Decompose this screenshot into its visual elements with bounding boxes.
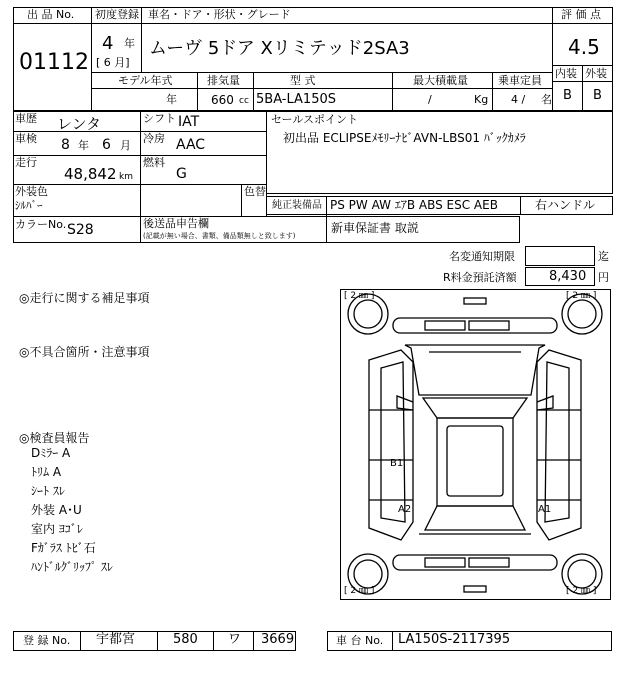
aftermarket-note: (記載が無い場合、書類、備品類無しと致します) <box>143 232 296 240</box>
capacity-value: 4 / <box>511 93 526 106</box>
history-label: 車歴 <box>15 112 37 125</box>
shift-value: IAT <box>178 114 200 130</box>
registration-kana: ワ <box>228 632 242 647</box>
aircon-value: AAC <box>176 137 206 153</box>
interior-grade: B <box>563 88 572 103</box>
aircon-label: 冷房 <box>143 132 165 145</box>
registration-label: 登 録 No. <box>23 634 71 647</box>
inspection-month: 6 <box>102 137 111 153</box>
first-registration-year-unit: 年 <box>124 37 135 50</box>
mileage-label: 走行 <box>15 156 37 169</box>
driving-remarks-title: ◎走行に関する補足事項 <box>19 291 150 305</box>
car-diagram-frame <box>340 289 611 600</box>
shift-label: シフト <box>143 112 176 125</box>
chassis-label: 車 台 No. <box>336 634 384 647</box>
inspector-line: ﾄﾘﾑ A <box>31 465 62 479</box>
name-change-label: 名変通知期限 <box>449 250 515 263</box>
model-year-label: モデル年式 <box>118 74 173 87</box>
name-change-box <box>525 246 595 266</box>
sales-point-text: 初出品 ECLIPSEﾒﾓﾘｰﾅﾋﾞAVN-LBS01 ﾊﾞｯｸｶﾒﾗ <box>283 131 526 145</box>
capacity-unit: 名 <box>541 93 552 106</box>
name-change-unit: 迄 <box>598 250 609 263</box>
max-load-value: / <box>428 93 432 106</box>
inspection-label: 車検 <box>15 132 37 145</box>
capacity-label: 乗車定員 <box>498 74 542 87</box>
first-registration-label: 初度登録 <box>95 8 139 21</box>
lot-number-label: 出 品 No. <box>27 8 75 21</box>
mileage-unit: km <box>119 172 133 182</box>
max-load-label: 最大積載量 <box>413 74 468 87</box>
inspector-line: Dﾐﾗｰ A <box>31 446 71 460</box>
model-code-label: 型 式 <box>290 74 316 87</box>
inspector-line: ﾊﾝﾄﾞﾙｸﾞﾘｯﾌﾟ ｽﾚ <box>31 560 113 574</box>
displacement-unit: cc <box>239 96 249 106</box>
registration-class: 580 <box>173 632 198 647</box>
car-name-label: 車名・ドア・形状・グレード <box>148 8 291 21</box>
handle-position: 右ハンドル <box>535 198 596 212</box>
aftermarket-label: 後送品申告欄 <box>143 217 209 230</box>
model-code: 5BA-LA150S <box>256 92 336 107</box>
exterior-label: 外装 <box>585 67 607 80</box>
sales-point-label: セールスポイント <box>271 113 359 126</box>
mileage-value: 48,842 <box>64 165 117 183</box>
exterior-grade: B <box>593 88 602 103</box>
inspection-month-unit: 月 <box>120 139 131 152</box>
model-year-unit: 年 <box>166 93 177 106</box>
color-number-value: S28 <box>67 222 94 238</box>
exterior-color-value: ｼﾙﾊﾞｰ <box>15 199 43 212</box>
defects-remarks-title: ◎不具合箇所・注意事項 <box>19 345 150 359</box>
inspector-line: ｼｰﾄ ｽﾚ <box>31 484 65 498</box>
displacement-label: 排気量 <box>207 74 240 87</box>
first-registration-year: 4 <box>102 33 114 54</box>
inspector-line: Fｶﾞﾗｽ ﾄﾋﾞ石 <box>31 541 96 555</box>
warranty-value: 新車保証書 取説 <box>331 221 419 235</box>
displacement-value: 660 <box>211 93 234 107</box>
tire-front-left-depth: [ 2 ㎜ ] <box>344 291 375 301</box>
registration-number: 3669 <box>261 632 295 647</box>
damage-mark-a2: A2 <box>398 504 412 515</box>
interior-label: 内装 <box>555 67 577 80</box>
car-name: ムーヴ 5ドア Xリミテッド2SA3 <box>149 38 410 59</box>
history-value: レンタ <box>57 115 102 133</box>
tire-rear-right-depth: [ 2 ㎜ ] <box>566 586 597 596</box>
inspection-year-unit: 年 <box>78 139 89 152</box>
chassis-number: LA150S-2117395 <box>398 632 511 647</box>
exterior-color-label: 外装色 <box>15 185 48 198</box>
rating-label: 評 価 点 <box>561 8 601 21</box>
inspection-year: 8 <box>61 137 70 153</box>
color-change-label: 色替 <box>244 185 266 198</box>
lot-number: 01112 <box>19 50 89 75</box>
equipment-value: PS PW AW ｴｱB ABS ESC AEB <box>330 198 498 212</box>
recycle-fee-unit: 円 <box>598 271 609 284</box>
fuel-label: 燃料 <box>143 156 165 169</box>
inspector-report-title: ◎検査員報告 <box>19 431 90 445</box>
inspector-line: 外装 A･U <box>31 503 82 517</box>
tire-front-right-depth: [ 2 ㎜ ] <box>566 291 597 301</box>
registration-area: 宇都宮 <box>96 632 136 647</box>
equipment-label: 純正装備品 <box>272 200 322 211</box>
recycle-fee-value: 8,430 <box>549 269 587 284</box>
damage-mark-b1: B1 <box>390 458 404 469</box>
inspector-line: 室内 ﾖｺﾞﾚ <box>31 522 83 536</box>
recycle-fee-label: R料金預託済額 <box>443 271 517 284</box>
damage-mark-a1: A1 <box>538 504 552 515</box>
tire-rear-left-depth: [ 2 ㎜ ] <box>344 586 375 596</box>
first-registration-month: [ 6 月] <box>96 56 130 69</box>
fuel-value: G <box>176 166 187 182</box>
car-diagram <box>341 290 610 599</box>
rating-value: 4.5 <box>568 35 600 59</box>
max-load-unit: Kg <box>474 93 489 106</box>
color-number-label: カラーNo. <box>15 218 67 231</box>
